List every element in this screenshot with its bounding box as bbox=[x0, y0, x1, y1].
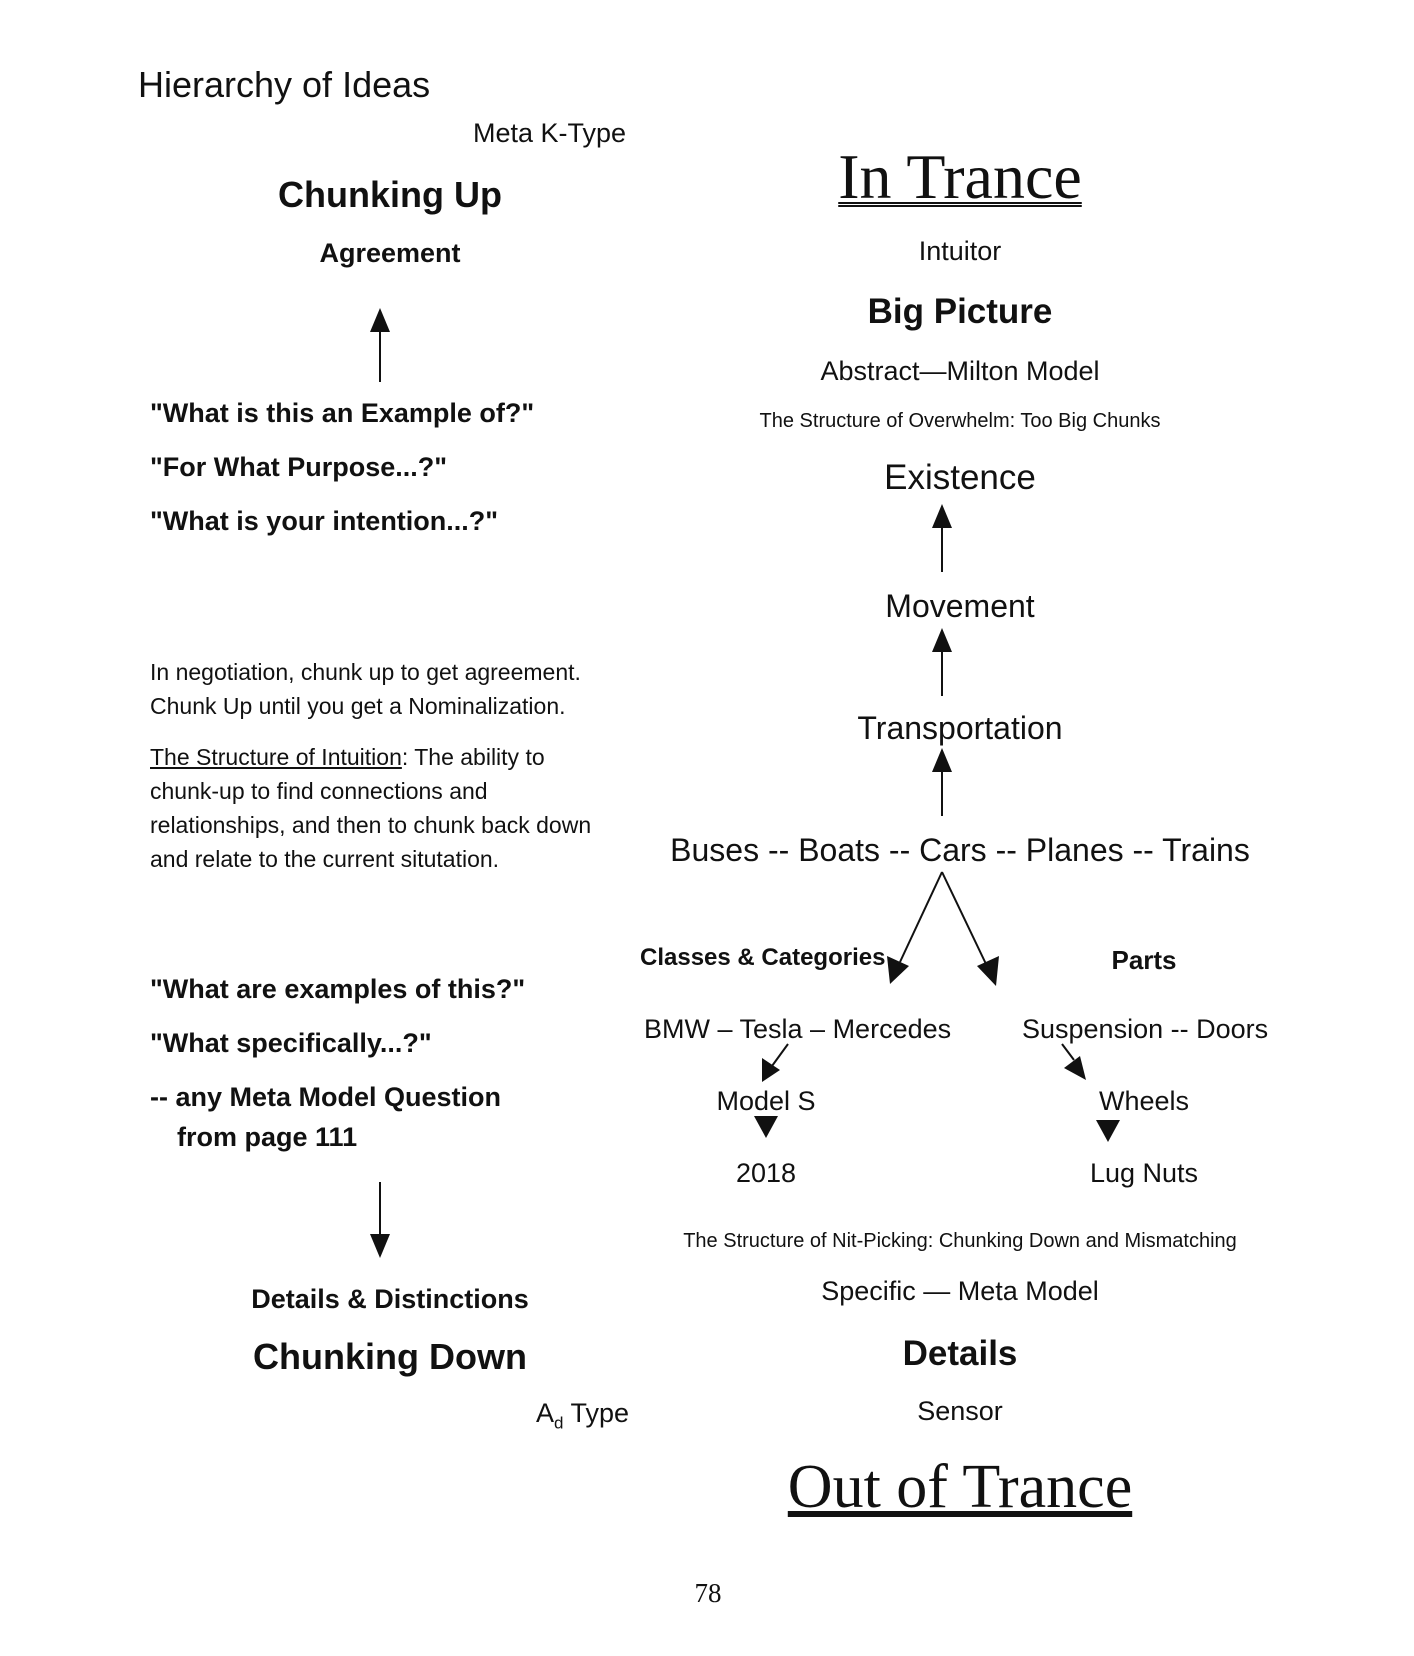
down-question-2: "What specifically...?" bbox=[150, 1028, 432, 1058]
down-question-3: -- any Meta Model Question bbox=[150, 1082, 502, 1112]
negotiation-line-2: Chunk Up until you get a Nominalization. bbox=[150, 693, 566, 719]
intuition-line-1: : The ability to bbox=[401, 744, 545, 770]
intuition-note bbox=[150, 740, 591, 876]
up-question-2: "For What Purpose...?" bbox=[150, 452, 448, 482]
arrow-brands-model bbox=[772, 1044, 788, 1066]
down-question-4: from page 111 bbox=[177, 1122, 358, 1152]
meta-k-type: Meta K-Type bbox=[473, 118, 627, 148]
big-picture-heading: Big Picture bbox=[867, 292, 1053, 331]
ad-type bbox=[536, 1398, 629, 1433]
nitpicking-note: The Structure of Nit-Picking: Chunking Down and Mismatching bbox=[683, 1230, 1237, 1252]
parts-label: Parts bbox=[1111, 945, 1177, 975]
intuition-line-3: relationships, and then to chunk back down bbox=[150, 812, 592, 838]
intuition-line-4: and relate to the current situtation. bbox=[150, 846, 500, 872]
vehicles-node: Buses -- Boats -- Cars -- Planes -- Trains bbox=[670, 832, 1250, 868]
agreement-label: Agreement bbox=[319, 238, 461, 268]
ad-type-main: A bbox=[536, 1398, 555, 1428]
arrow-wheels-lugnuts bbox=[1096, 1120, 1120, 1142]
details-heading: Details bbox=[902, 1334, 1018, 1373]
down-question-1: "What are examples of this?" bbox=[150, 974, 526, 1004]
model-node: Model S bbox=[716, 1086, 816, 1116]
page-number: 78 bbox=[694, 1578, 722, 1608]
arrow-model-year bbox=[754, 1116, 778, 1138]
chunking-down-heading: Chunking Down bbox=[253, 1336, 527, 1377]
sensor-label: Sensor bbox=[917, 1396, 1003, 1426]
page-title: Hierarchy of Ideas bbox=[138, 64, 431, 105]
transportation-node: Transportation bbox=[857, 710, 1063, 746]
lug-nuts-node: Lug Nuts bbox=[1089, 1158, 1199, 1188]
in-trance-heading: In Trance bbox=[838, 141, 1082, 212]
up-question-1: "What is this an Example of?" bbox=[150, 398, 535, 428]
arrow-suspension-wheels bbox=[1062, 1044, 1074, 1060]
negotiation-note bbox=[150, 655, 581, 723]
arrow-cars-classes bbox=[900, 872, 942, 962]
ad-type-sub: d bbox=[554, 1413, 564, 1433]
ad-type-rest: Type bbox=[563, 1398, 630, 1428]
brands-node: BMW – Tesla – Mercedes bbox=[644, 1014, 952, 1044]
negotiation-line-1: In negotiation, chunk up to get agreement. bbox=[150, 659, 581, 685]
intuition-line-2: chunk-up to find connections and bbox=[150, 778, 488, 804]
intuition-title: The Structure of Intuition bbox=[150, 744, 402, 770]
movement-node: Movement bbox=[885, 588, 1035, 624]
details-distinctions-label: Details & Distinctions bbox=[251, 1284, 529, 1314]
suspension-node: Suspension -- Doors bbox=[1022, 1014, 1269, 1044]
classes-categories-label: Classes & Categories bbox=[640, 944, 886, 971]
abstract-label: Abstract—Milton Model bbox=[820, 356, 1100, 386]
overwhelm-note: The Structure of Overwhelm: Too Big Chunks bbox=[759, 410, 1161, 432]
chunking-up-heading: Chunking Up bbox=[278, 174, 502, 215]
out-of-trance-heading: Out of Trance bbox=[787, 1453, 1133, 1521]
specific-label: Specific — Meta Model bbox=[821, 1276, 1099, 1306]
wheels-node: Wheels bbox=[1098, 1086, 1190, 1116]
intuitor-label: Intuitor bbox=[918, 236, 1002, 266]
existence-node: Existence bbox=[884, 458, 1036, 497]
arrow-cars-parts bbox=[942, 872, 986, 964]
year-node: 2018 bbox=[735, 1158, 797, 1188]
up-question-3: "What is your intention...?" bbox=[150, 506, 499, 536]
